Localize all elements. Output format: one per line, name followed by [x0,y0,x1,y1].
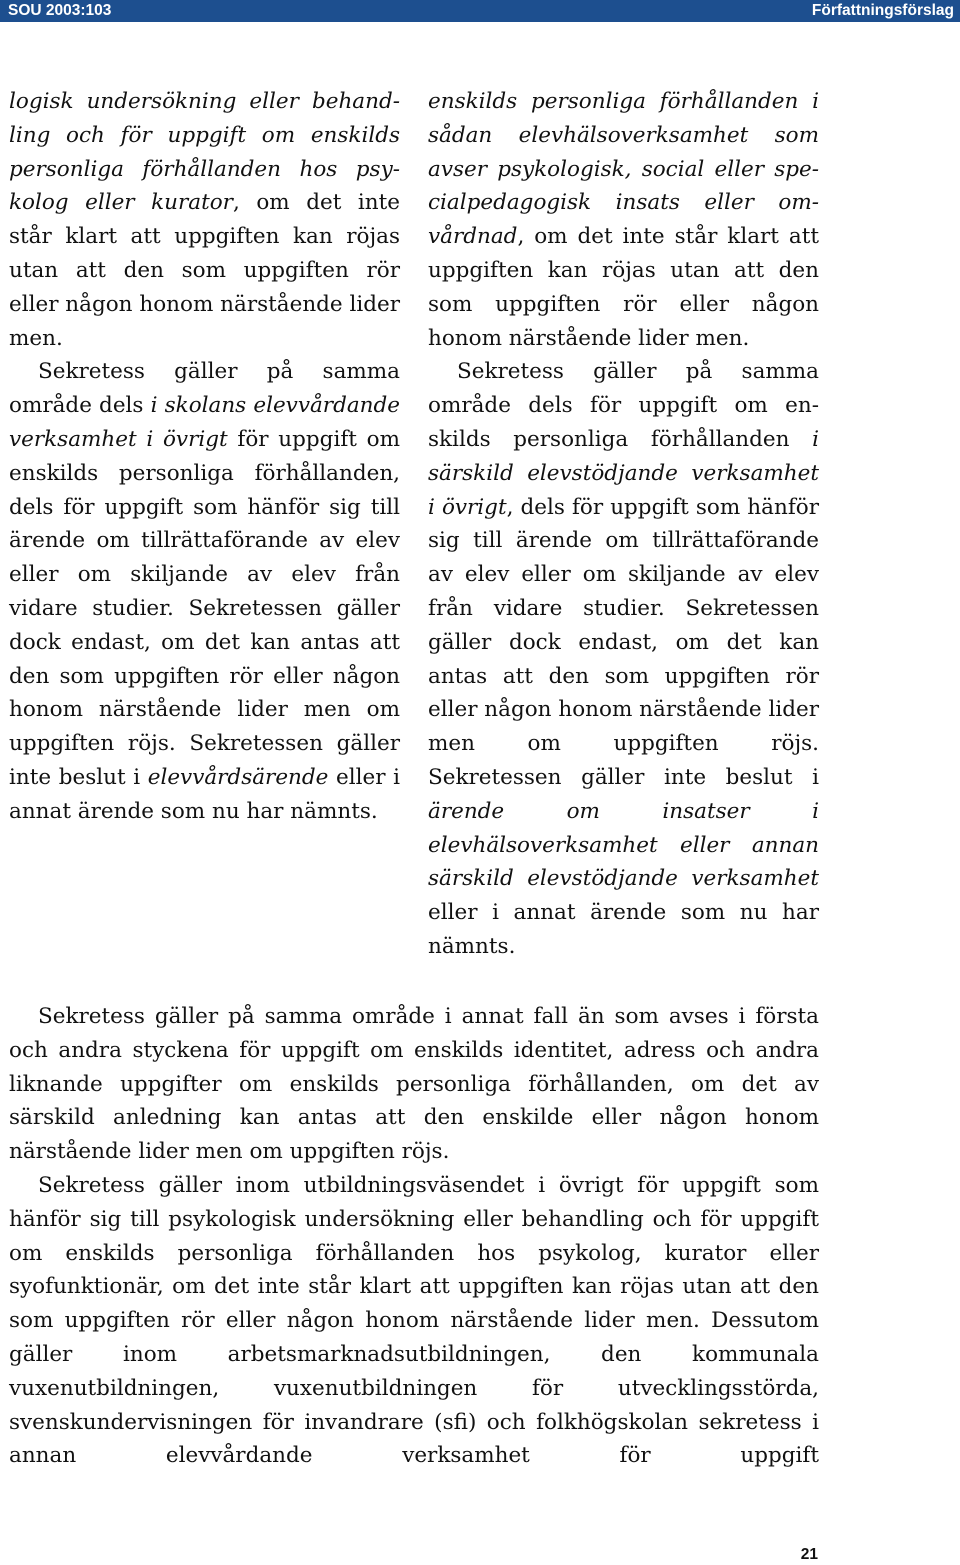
page-header [0,0,960,22]
full-width-text [9,1000,819,1473]
left-paragraph-2 [9,355,400,828]
left-p2-text-3: eller i annat ärende som nu har nämnts. [9,764,400,824]
section-title: Författningsförslag [811,2,954,19]
document-id: SOU 2003:103 [8,2,112,19]
full-paragraph-1: Sekretess gäller på samma område i annat fall än som avses i första och andra styckena för uppgift om enskilds identitet, adress och andra liknande uppgifter om enskilds personliga förhållanden, om det av särskild anledning kan antas att den enskilde eller någon honom närstående lider men om uppgiften röjs. [9,1004,819,1165]
left-p2-text-1: Sekretess gäller på samma område dels [9,359,400,419]
left-p1-italic: logisk undersökning eller behandling och för uppgift om enskilds personliga förhållanden hos psykolog eller kurator [9,89,400,216]
right-paragraph-1 [428,85,819,355]
right-column [428,85,819,964]
right-p2-text-2: , dels för uppgift som hänför sig till ärende om tillrättaförande av elev eller om skiljande av elev från vidare studier. Sekretessen gäller dock endast, om det kan antas att den som uppgiften rör eller någon honom närstående lider men om uppgiften röjs. Sekretessen gäller inte beslut i [428,494,820,790]
left-paragraph-1 [9,85,400,355]
full-paragraph-2: Sekretess gäller inom utbildningsväsendet i övrigt för uppgift som hänför sig till psykologisk undersökning eller behandling och för uppgift om enskilds personliga förhållanden hos psykolog, kurator eller syofunktionär, om det inte står klart att uppgiften kan röjas utan att den som uppgiften rör eller någon honom närstående lider men. Dessutom gäller inom arbetsmarknadsutbildningen, den kommunala vuxenutbildningen, vuxenutbildningen för utvecklingsstörda, svenskundervisningen för invandrare (sfi) och folkhögskolan sekretess i annan elevvårdande verksamhet för uppgift [9,1172,819,1469]
right-paragraph-2 [428,355,819,963]
left-p2-italic-1: i skolans elevvårdande verksamhet i övrigt [9,393,400,452]
page-number: 21 [800,1546,818,1563]
left-p1-text: , om det inte står klart att uppgiften kan röjas utan att den som uppgiften rör eller någon honom närstående lider men. [9,190,401,351]
left-p2-italic-2: elevvårdsärende [147,764,329,790]
right-p2-italic-2: ärende om insatser i elevhälsoverksamhet eller annan särskild elevstödjande verksamhet [428,798,819,892]
left-p2-text-2: för uppgift om enskilds personliga förhållanden, dels för uppgift som hänför sig till ärende om tillrättaförande av elev eller om skiljande av elev från vidare studier. Sekretessen gäller dock endast, om det kan antas att den som uppgiften rör eller någon honom närstående lider men om uppgiften röjs. Sekretessen gäller inte beslut i [9,426,400,790]
right-p2-italic-1: i särskild elevstödjande verksamhet i övrigt [428,426,819,520]
right-p1-text: , om det inte står klart att uppgiften kan röjas utan att den som uppgiften rör eller någon honom närstående lider men. [428,224,819,351]
right-p2-text-3: eller i annat ärende som nu har nämnts. [428,900,819,959]
left-column [9,85,400,829]
right-p1-italic: enskilds personliga förhållanden i sådan elevhälsoverksamhet som avser psykologisk, social eller specialpedagogisk insats eller omvårdnad [428,89,819,250]
right-p2-text-1: Sekretess gäller på samma område dels för uppgift om enskilds personliga förhållanden [428,359,819,452]
